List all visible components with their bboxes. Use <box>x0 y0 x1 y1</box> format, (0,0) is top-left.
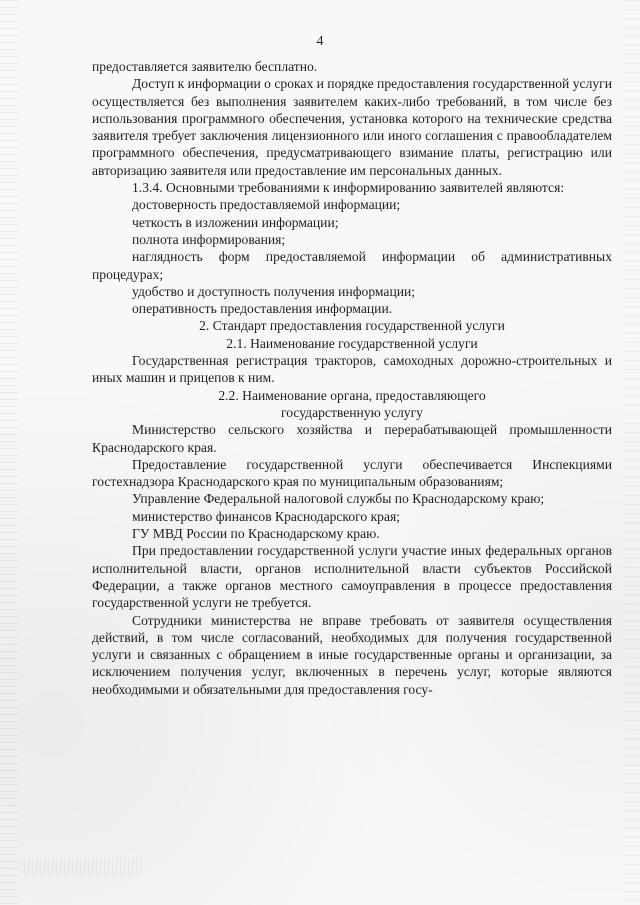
requirements-intro: 1.3.4. Основными требованиями к информированию заявителей являются: <box>132 180 565 196</box>
participation-text: При предоставлении государственной услуги участие иных федеральных органов исполнительной власти, органов исполнительной власти субъектов Российской Федерации, а также органов местного самоуправления в процессе предоставления государственной услуги не требуется. <box>92 543 612 611</box>
intro-continuation: предоставляется заявителю бесплатно. <box>92 59 318 74</box>
body-item-2: министерство финансов Краснодарского края; <box>132 508 401 524</box>
body-item-1: Управление Федеральной налоговой службы по Краснодарскому краю; <box>132 491 545 507</box>
scan-edge-right <box>624 0 640 905</box>
access-paragraph: Доступ к информации о сроках и порядке предоставления государственной услуги осуществляется без выполнения заявителем каких-либо требований, в том числе без использования программного обеспечения, установка которого на технические средства заявителя требует заключения лицензионного или иного соглашения с правообладателем программного обеспечения, предусматривающего взимание платы, регистрацию или авторизацию заявителя или предоставление им персональных данных. <box>92 76 612 178</box>
provision-text: Предоставление государственной услуги обеспечивается Инспекциями гостехнадзора Краснодарского края по муниципальным образованиям; <box>92 456 612 490</box>
requirement-item-1: достоверность предоставляемой информации; <box>132 197 401 213</box>
section-2-2-heading <box>92 387 612 422</box>
requirement-item-6: оперативность предоставления информации. <box>132 301 393 317</box>
requirement-item-2: четкость в изложении информации; <box>132 214 339 230</box>
scan-mark <box>24 858 142 876</box>
ministry-text: Министерство сельского хозяйства и перерабатывающей промышленности Краснодарского края. <box>92 422 612 455</box>
section-2-2-heading-line-2: государственную услугу <box>281 404 423 420</box>
section-2-2-heading-line-1: 2.2. Наименование органа, предоставляющего <box>218 387 486 403</box>
scan-edge-left <box>0 0 18 905</box>
requirement-item-4: наглядность форм предоставляемой информации об административных процедурах; <box>92 249 612 282</box>
requirement-item-3: полнота информирования; <box>132 231 286 247</box>
document-body <box>92 58 612 698</box>
section-2-1-heading: 2.1. Наименование государственной услуги <box>226 335 478 351</box>
body-item-3: ГУ МВД России по Краснодарскому краю. <box>132 526 380 542</box>
section-2-heading: 2. Стандарт предоставления государственной услуги <box>199 318 505 334</box>
staff-text: Сотрудники министерства не вправе требовать от заявителя осуществления действий, в том числе согласований, необходимых для получения государственной услуги и связанных с обращением в иные государственные органы и организации, за исключением получения услуг, включенных в перечень услуг, которые являются необходимыми и обязательными для предоставления госу- <box>92 612 612 697</box>
page-number: 4 <box>316 34 324 49</box>
requirement-item-5: удобство и доступность получения информации; <box>132 283 416 299</box>
section-2-1-text: Государственная регистрация тракторов, самоходных дорожно-строительных и иных машин и прицепов к ним. <box>92 353 612 386</box>
